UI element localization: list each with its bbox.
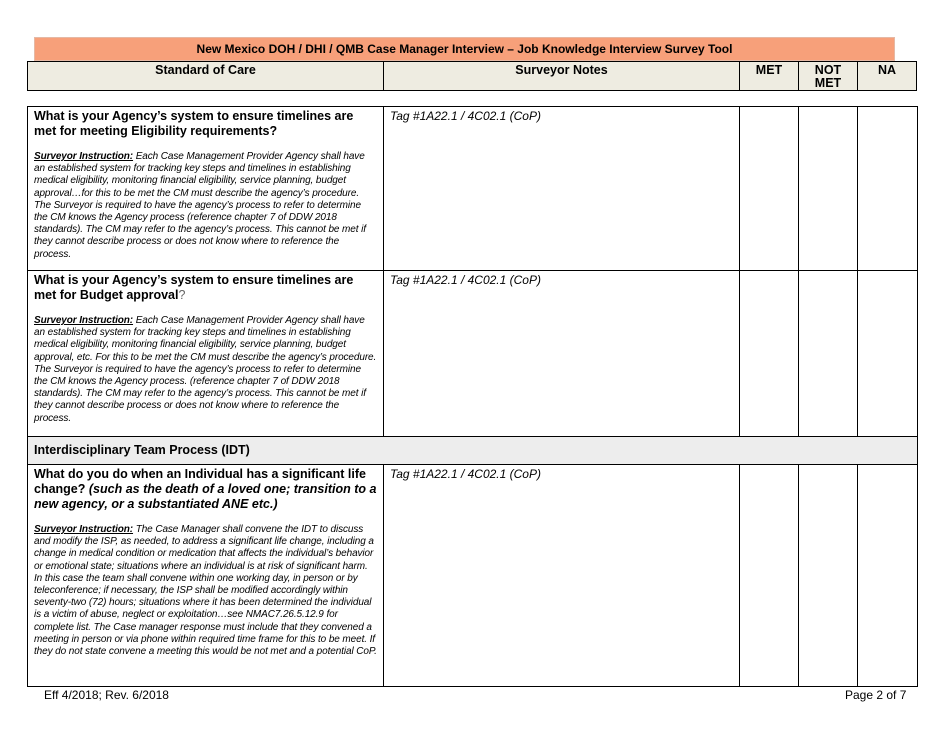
question-text: What is your Agency’s system to ensure timelines are met for meeting Eligibility requirements?	[34, 109, 354, 138]
header-not-met-line1: NOT	[814, 63, 842, 77]
instruction-text: The Case Manager shall convene the IDT to discuss and modify the ISP, as needed, to address a significant life change, including a change in medical condition or medication that affects the individual’s behavior or emotional state; situations where an individual is at risk of significant harm. In this case the team shall convene within one working day, in person or by teleconference; if necessary, the ISP shall be modified accordingly within seventy-two (72) hours; situations where it has been determined the individual is a victim of abuse, neglect or exploitation…see NMAC7.26.5.12.9 for complete list. The Case manager response must include that they convened a meeting in person or via phone within required time frame for this to be meet. If they do not state convene a meeting this would be not met and a potential CoP.	[34, 524, 377, 658]
surveyor-instruction	[34, 315, 377, 425]
form-title-banner	[34, 37, 895, 61]
surveyor-instruction	[34, 151, 377, 261]
met-cell[interactable]	[740, 465, 799, 687]
met-cell[interactable]	[740, 107, 799, 271]
surveyor-notes-cell[interactable]	[384, 107, 740, 271]
surveyor-instruction	[34, 524, 377, 658]
table-row	[28, 107, 918, 271]
header-not-met	[799, 62, 858, 90]
page-number: Page 2 of 7	[845, 688, 907, 702]
na-cell[interactable]	[858, 271, 918, 437]
tag-reference: Tag #1A22.1 / 4C02.1 (CoP)	[390, 109, 541, 123]
header-na: NA	[877, 63, 897, 77]
question-suffix: ?	[178, 288, 186, 302]
tag-reference: Tag #1A22.1 / 4C02.1 (CoP)	[390, 273, 541, 287]
section-row	[28, 437, 918, 465]
instruction-lead: Surveyor Instruction:	[34, 524, 134, 535]
table-row	[28, 465, 918, 687]
na-cell[interactable]	[858, 465, 918, 687]
question-text	[34, 467, 377, 512]
section-title: Interdisciplinary Team Process (IDT)	[28, 437, 918, 465]
revision-date: Eff 4/2018; Rev. 6/2018	[44, 688, 169, 702]
instruction-lead: Surveyor Instruction:	[34, 315, 134, 326]
instruction-lead: Surveyor Instruction:	[34, 151, 134, 162]
tag-reference: Tag #1A22.1 / 4C02.1 (CoP)	[390, 467, 541, 481]
table-row	[28, 271, 918, 437]
question-italic: (such as the death of a loved one; transition to a new agency, or a substantiated ANE etc.)	[34, 482, 377, 511]
table-header	[27, 61, 917, 91]
question-text	[34, 273, 377, 303]
surveyor-notes-cell[interactable]	[384, 465, 740, 687]
question-main: What do you do when an Individual has a significant life change?	[34, 467, 366, 496]
question-main: What is your Agency’s system to ensure timelines are met for Budget approval	[34, 273, 354, 302]
interview-table	[27, 106, 918, 687]
standard-cell	[28, 271, 384, 437]
header-not-met-line2: MET	[814, 76, 842, 90]
instruction-text: Each Case Management Provider Agency shall have an established system for tracking key steps and timelines in establishing medical eligibility, monitoring financial eligibility, service planning, budget approval…for this to be met the CM must describe the agency’s procedure. The Surveyor is required to have the agency’s process to refer to determine the CM knows the Agency process (reference chapter 7 of DDW 2018 standards). The CM may refer to the agency’s process. This cannot be met if they cannot describe process or does not know where to reference the process.	[34, 151, 366, 260]
standard-cell	[28, 465, 384, 687]
surveyor-notes-cell[interactable]	[384, 271, 740, 437]
not-met-cell[interactable]	[799, 271, 858, 437]
not-met-cell[interactable]	[799, 465, 858, 687]
header-standard-of-care: Standard of Care	[28, 62, 384, 90]
met-cell[interactable]	[740, 271, 799, 437]
header-surveyor-notes: Surveyor Notes	[384, 62, 740, 90]
form-title: New Mexico DOH / DHI / QMB Case Manager Interview – Job Knowledge Interview Survey Tool	[196, 42, 733, 56]
header-met: MET	[740, 62, 799, 90]
na-cell[interactable]	[858, 107, 918, 271]
not-met-cell[interactable]	[799, 107, 858, 271]
instruction-text: Each Case Management Provider Agency shall have an established system for tracking key steps and timelines in establishing medical eligibility, monitoring financial eligibility, service planning, budget approval, etc. For this to be met the CM must describe the agency’s procedure. The Surveyor is required to have the agency’s process to refer to determine the CM knows the Agency process. (reference chapter 7 of DDW 2018 standards). The CM may refer to the agency’s process. This cannot be met if they cannot describe process or does not know where to reference the process.	[34, 315, 377, 424]
standard-cell	[28, 107, 384, 271]
